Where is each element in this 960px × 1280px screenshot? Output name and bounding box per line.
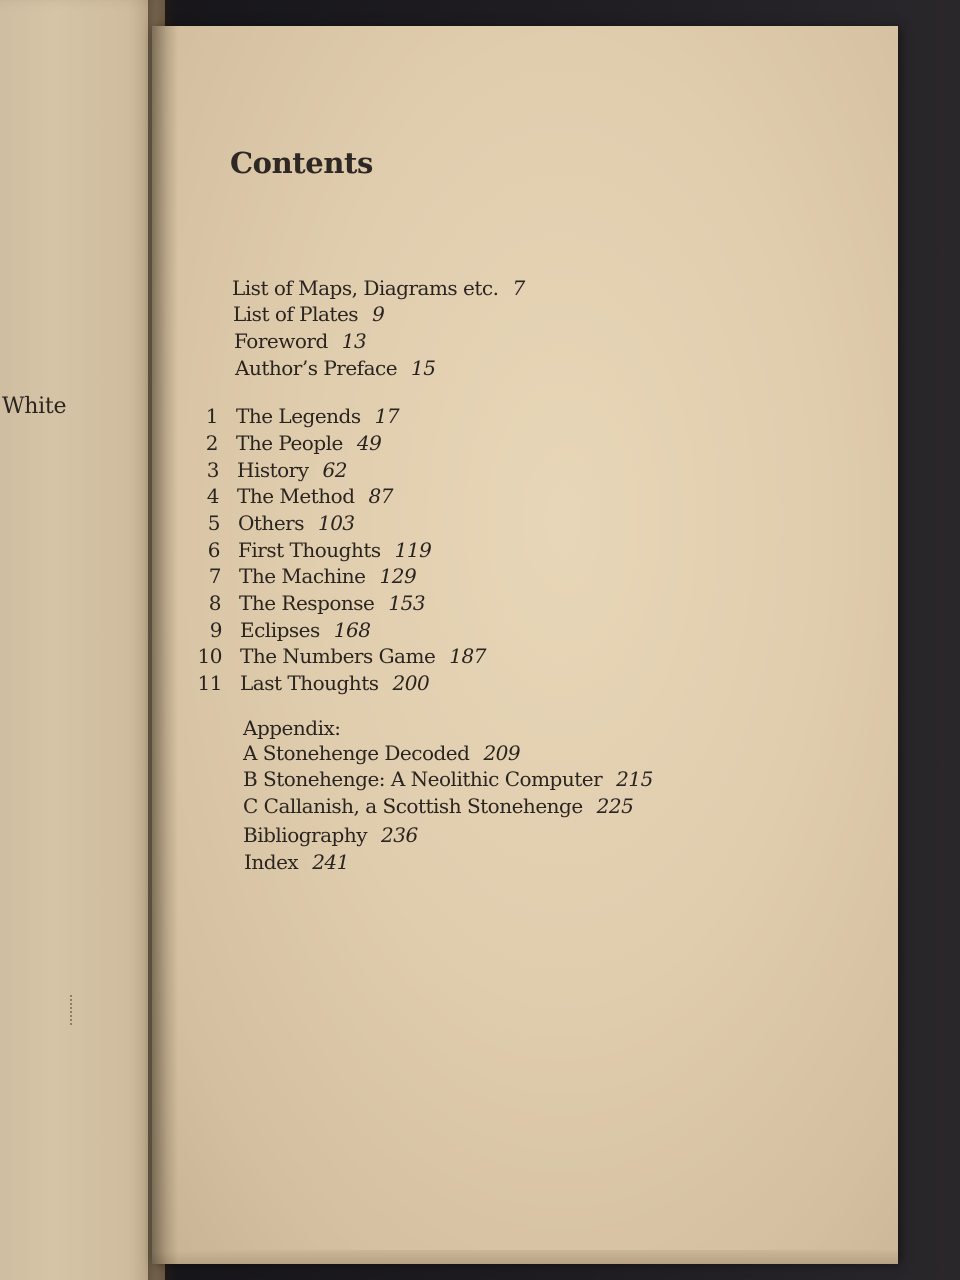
chapter-label: History: [237, 458, 309, 482]
chapter-number: 8: [208, 591, 221, 615]
chapter-row: [189, 483, 393, 509]
toc-entry-label: Bibliography: [243, 823, 367, 847]
toc-entry-page: 15: [411, 356, 436, 380]
contents-title: Contents: [230, 146, 373, 180]
chapter-page: 49: [356, 431, 382, 455]
chapter-label: The Response: [239, 591, 375, 615]
toc-entry-label: Author’s Preface: [235, 356, 398, 380]
chapter-row: [188, 403, 399, 429]
chapter-page: 129: [379, 564, 417, 588]
toc-entry-page: 225: [596, 794, 634, 818]
toc-entry: [243, 822, 418, 848]
chapter-number: 5: [207, 511, 220, 535]
chapter-label: Last Thoughts: [240, 671, 379, 695]
toc-entry-label: Foreword: [234, 329, 328, 353]
toc-entry-label: List of Maps, Diagrams etc.: [232, 276, 499, 300]
chapter-label: Others: [238, 511, 304, 535]
chapter-number: 6: [207, 538, 220, 562]
left-page-text: White: [2, 394, 67, 419]
chapter-row: [189, 457, 347, 483]
toc-entry: [233, 301, 384, 327]
chapter-page: 168: [333, 618, 371, 642]
toc-entry: [243, 793, 633, 819]
book-gutter: [148, 0, 178, 1280]
toc-entry: [244, 849, 349, 875]
chapter-label: The Legends: [236, 404, 361, 428]
page-edge: [152, 1250, 898, 1264]
appendix-heading: Appendix:: [243, 716, 341, 740]
chapter-row: [192, 670, 429, 696]
left-page-mark: [70, 995, 74, 1025]
chapter-number: 3: [206, 458, 219, 482]
chapter-row: [192, 617, 370, 643]
chapter-page: 153: [388, 591, 426, 615]
chapter-row: [191, 590, 425, 616]
chapter-label: The People: [236, 431, 343, 455]
toc-entry-label: A Stonehenge Decoded: [243, 741, 470, 765]
toc-entry-page: 236: [381, 823, 418, 847]
chapter-label: First Thoughts: [238, 538, 381, 562]
chapter-label: The Method: [237, 484, 355, 508]
chapter-number: 7: [208, 564, 221, 588]
toc-entry: [243, 740, 520, 766]
chapter-label: Eclipses: [240, 618, 320, 642]
left-page: [0, 0, 165, 1280]
chapter-number: 4: [206, 484, 219, 508]
chapter-page: 87: [368, 484, 393, 508]
toc-entry-page: 9: [372, 302, 385, 326]
toc-entry-label: Index: [244, 850, 299, 874]
toc-entry: [232, 275, 525, 301]
toc-entry-page: 209: [483, 741, 521, 765]
toc-entry: [243, 766, 653, 792]
chapter-number: 10: [197, 644, 222, 668]
toc-entry-label: B Stonehenge: A Neolithic Computer: [243, 767, 603, 791]
chapter-page: 119: [394, 538, 432, 562]
toc-entry-page: 215: [616, 767, 653, 791]
chapter-row: [188, 430, 381, 456]
chapter-number: 11: [197, 671, 222, 695]
toc-entry-page: 241: [312, 850, 349, 874]
chapter-page: 103: [317, 511, 355, 535]
chapter-number: 1: [205, 404, 218, 428]
chapter-number: 2: [205, 431, 218, 455]
chapter-page: 17: [374, 404, 400, 428]
chapter-page: 187: [449, 644, 486, 668]
toc-entry-label: C Callanish, a Scottish Stonehenge: [243, 794, 583, 818]
toc-entry-label: List of Plates: [233, 302, 359, 326]
chapter-page: 200: [392, 671, 430, 695]
chapter-row: [190, 510, 355, 536]
chapter-row: [191, 563, 416, 589]
toc-entry: [234, 328, 366, 354]
chapter-label: The Machine: [239, 564, 366, 588]
chapter-row: [192, 643, 486, 669]
chapter-number: 9: [209, 618, 222, 642]
toc-entry-page: 7: [512, 276, 525, 300]
toc-entry-page: 13: [341, 329, 367, 353]
chapter-row: [190, 537, 431, 563]
chapter-label: The Numbers Game: [240, 644, 436, 668]
chapter-page: 62: [322, 458, 347, 482]
toc-entry: [235, 355, 436, 381]
